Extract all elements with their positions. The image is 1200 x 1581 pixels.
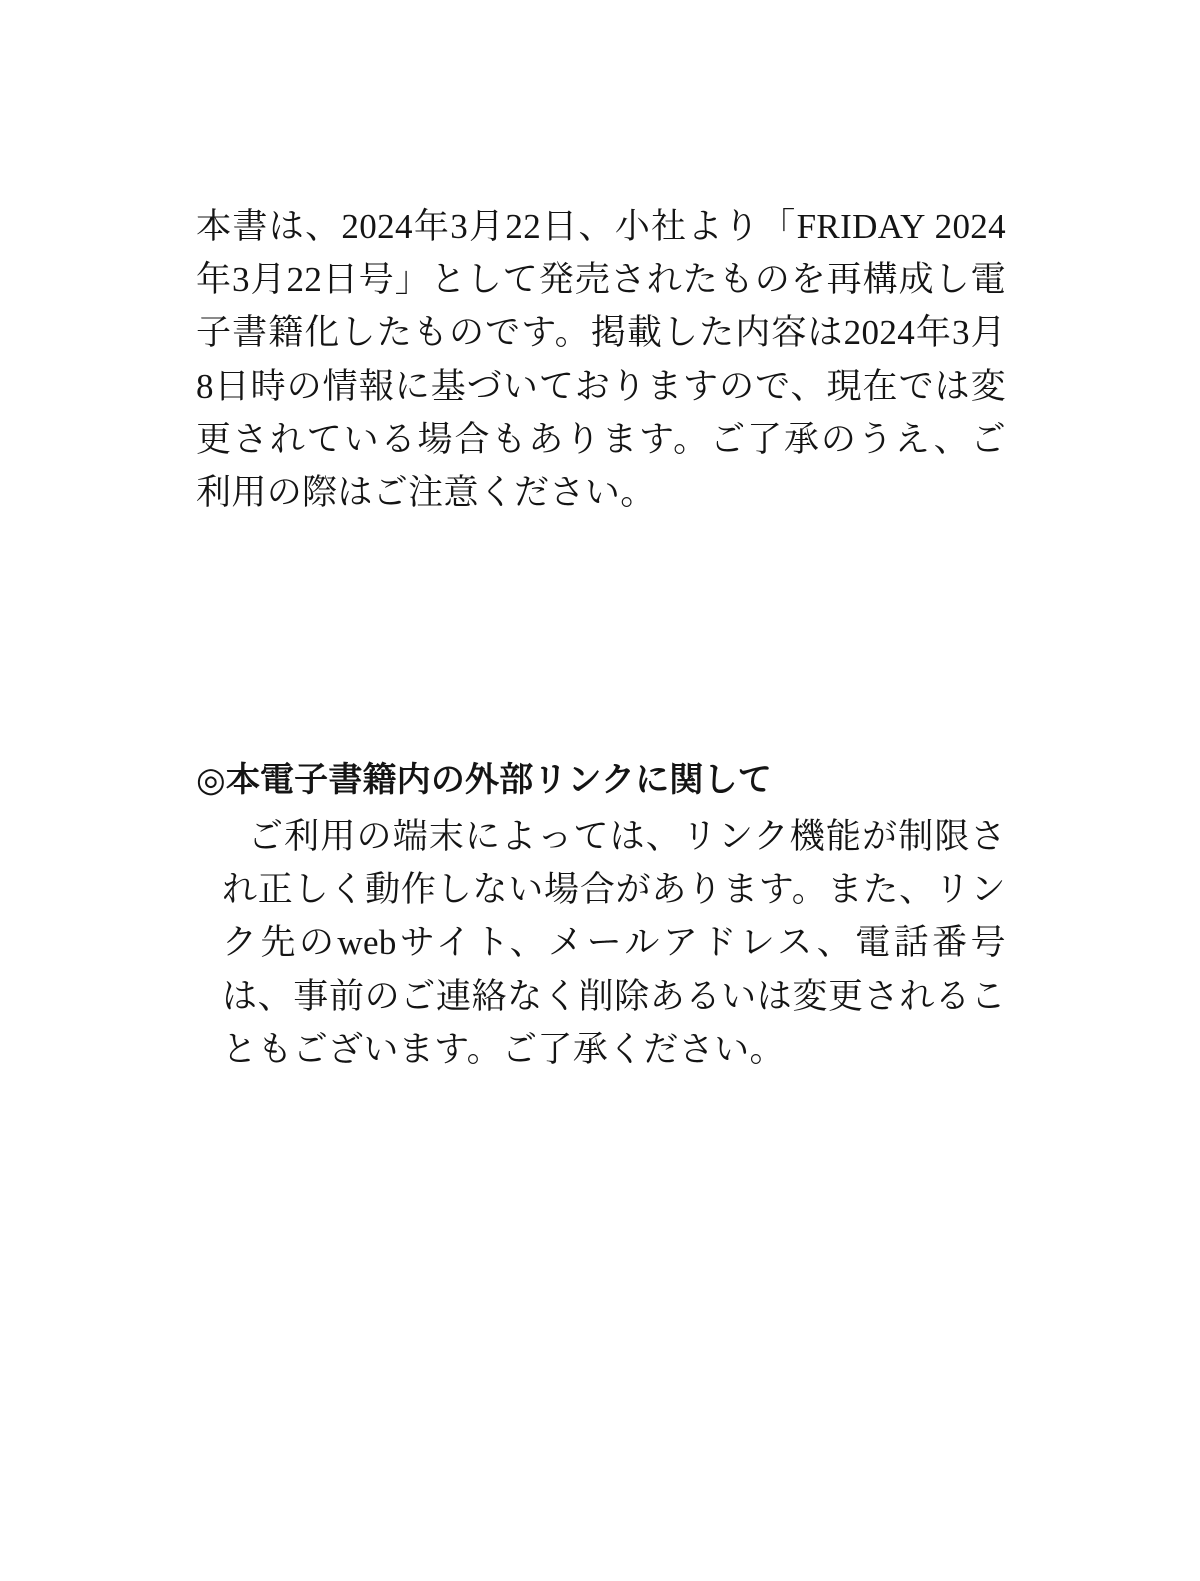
publication-notice-block [196,200,1006,519]
external-links-body-text: ご利用の端末によっては、リンク機能が制限され正しく動作しない場合があります。また、リンク先のwebサイト、メールアドレス、電話番号は、事前のご連絡なく削除あるいは変更されることもございます。ご了承ください。 [222,817,1006,1069]
external-links-section [196,755,1006,1076]
external-links-heading: ◎本電子書籍内の外部リンクに関して [196,762,772,799]
publication-notice-text: 本書は、2024年3月22日、小社より「FRIDAY 2024年3月22日号」として発売されたものを再構成し電子書籍化したものです。掲載した内容は2024年3月8日時の情報に基づいておりますので、現在では変更されている場合もあります。ご了承のうえ、ご利用の際はご注意ください。 [196,207,1006,512]
